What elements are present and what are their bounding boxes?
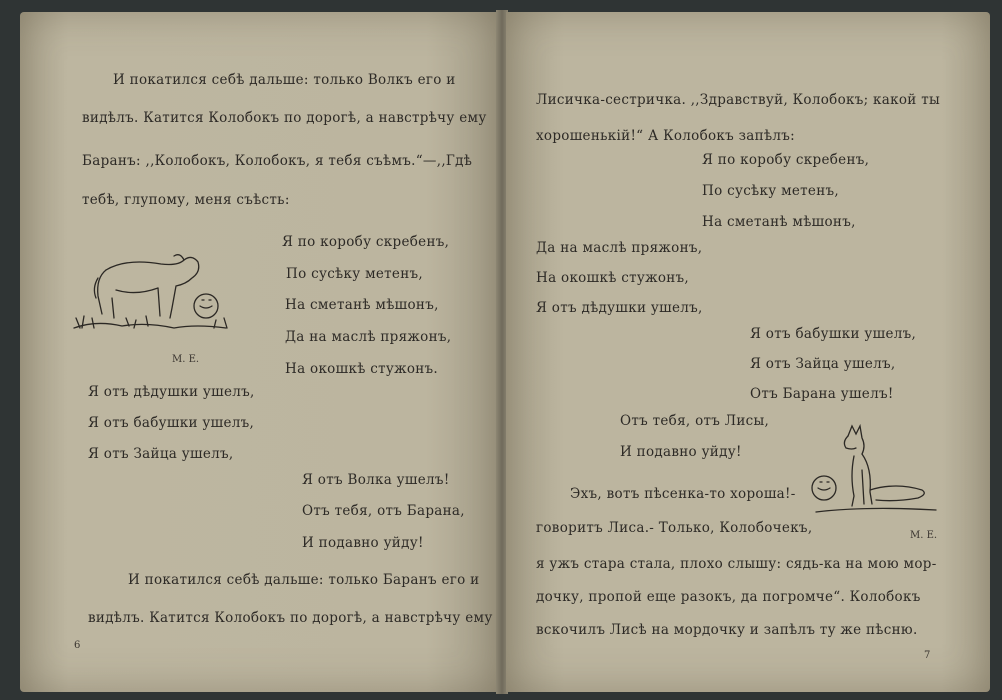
- right-song-line: Отъ тебя, отъ Лисы,: [620, 413, 770, 429]
- right-song-line: Отъ Барана ушелъ!: [750, 386, 894, 402]
- fox-illustration: [806, 420, 946, 524]
- left-paragraph-line: Баранъ: ,,Колобокъ, Колобокъ, я тебя съѣмъ.“—,,Гдѣ: [82, 153, 473, 169]
- right-song-line: По сусѣку метенъ,: [702, 183, 839, 199]
- left-song-line: Я отъ дѣдушки ушелъ,: [88, 384, 255, 400]
- left-song-line: По сусѣку метенъ,: [286, 266, 423, 282]
- left-song-line: Я отъ Зайца ушелъ,: [88, 446, 234, 462]
- left-song-line: Я отъ бабушки ушелъ,: [88, 415, 255, 431]
- left-song-line: Я по коробу скребенъ,: [282, 234, 450, 250]
- right-song-line: Я по коробу скребенъ,: [702, 152, 870, 168]
- left-song-line: Да на маслѣ пряжонъ,: [285, 329, 452, 345]
- left-paragraph-line: видѣлъ. Катится Колобокъ по дорогѣ, а навстрѣчу ему: [82, 110, 487, 126]
- right-paragraph-line: я ужъ стара стала, плохо слышу: сядь-ка на мою мор-: [536, 556, 937, 572]
- right-paragraph-line: дочку, пропой еще разокъ, да погромче“. Колобокъ: [536, 589, 921, 605]
- right-paragraph-line: хорошенькій!“ А Колобокъ запѣлъ:: [536, 128, 796, 144]
- right-song-line: На сметанѣ мѣшонъ,: [702, 214, 856, 230]
- right-paragraph-line: Лисичка-сестричка. ,,Здравствуй, Колобокъ; какой ты: [536, 92, 941, 108]
- left-song-line: Отъ тебя, отъ Барана,: [302, 503, 465, 519]
- right-song-line: Я отъ Зайца ушелъ,: [750, 356, 896, 372]
- ram-illustration: [66, 248, 236, 358]
- right-song-line: Я отъ бабушки ушелъ,: [750, 326, 917, 342]
- left-paragraph-line: И покатился себѣ дальше: только Баранъ его и: [128, 572, 480, 588]
- left-page-number: 6: [74, 640, 81, 651]
- right-song-line: Да на маслѣ пряжонъ,: [536, 240, 703, 256]
- left-paragraph-line: видѣлъ. Катится Колобокъ по дорогѣ, а навстрѣчу ему: [88, 610, 493, 626]
- right-song-line: Я отъ дѣдушки ушелъ,: [536, 300, 703, 316]
- right-paragraph-line: вскочилъ Лисѣ на мордочку и запѣлъ ту же пѣсню.: [536, 622, 918, 638]
- right-page-number: 7: [924, 650, 931, 661]
- left-song-line: На сметанѣ мѣшонъ,: [285, 297, 439, 313]
- left-song-line: Я отъ Волка ушелъ!: [302, 472, 450, 488]
- illustration-initials: М. Е.: [910, 530, 938, 541]
- illustration-initials: М. Е.: [172, 354, 200, 365]
- left-song-line: На окошкѣ стужонъ.: [285, 361, 439, 377]
- left-song-line: И подавно уйду!: [302, 535, 424, 551]
- left-paragraph-line: тебѣ, глупому, меня съѣсть:: [82, 192, 290, 208]
- right-paragraph-line: Эхъ, вотъ пѣсенка-то хороша!-: [570, 486, 796, 502]
- right-song-line: И подавно уйду!: [620, 444, 742, 460]
- right-paragraph-line: говоритъ Лиса.- Только, Колобочекъ,: [536, 520, 813, 536]
- left-paragraph-line: И покатился себѣ дальше: только Волкъ его и: [113, 72, 456, 88]
- right-song-line: На окошкѣ стужонъ,: [536, 270, 690, 286]
